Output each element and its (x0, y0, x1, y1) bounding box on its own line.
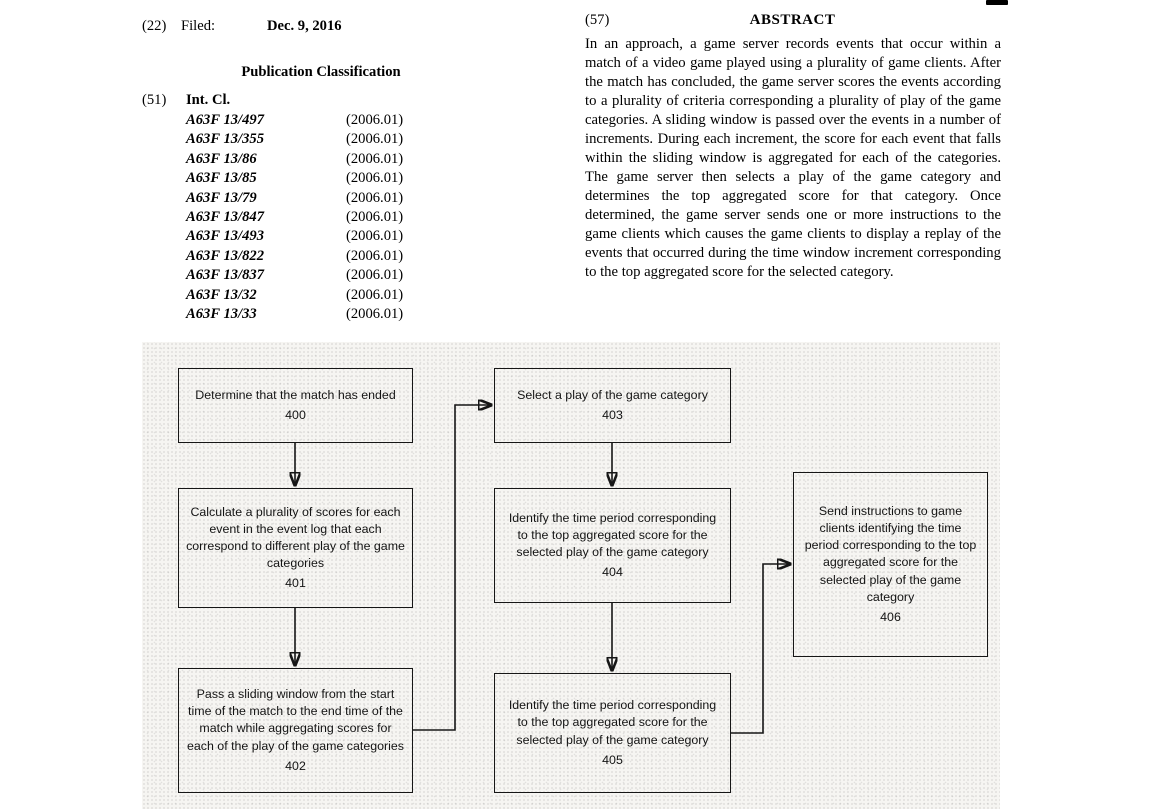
flowchart-box-label: Pass a sliding window from the start time of the match to the end time of the match while aggregating scores for each of the play of the game categories (187, 687, 404, 753)
flowchart-box-label: Determine that the match has ended (195, 387, 396, 402)
flowchart-box-400 (178, 368, 413, 443)
intcl-table (186, 111, 436, 324)
intcl-code: A63F 13/822 (186, 247, 264, 264)
intcl-version: (2006.01) (346, 305, 404, 322)
abstract-text: In an approach, a game server records events that occur within a match of a video game played using a plurality of game clients. After the match has concluded, the game server scores the events according to a plurality of criteria corresponding a plurality of play of the game categories. A sliding window is passed over the events in a number of increments. During each increment, the score for each event that falls within the sliding window is aggregated for each of the categories. The game server then selects a play of the game category and determines the top aggregated score for that category. Once determined, the game server sends one or more instructions to the game clients which causes the game clients to display a replay of the events that occurred during the time window increment corresponding to the top aggregated score for the selected category. (585, 36, 1001, 280)
intcl-entry (186, 130, 436, 149)
flowchart-box-label: Send instructions to game clients identifying the time period corresponding to the top aggregated score for the selected play of the game category (804, 504, 977, 604)
flowchart-box-ref: 402 (285, 758, 306, 773)
intcl-code: A63F 13/79 (186, 189, 257, 206)
filed-field-number: (22) (142, 18, 167, 34)
flowchart-box-ref: 401 (285, 576, 306, 591)
flowchart-box-402 (178, 668, 413, 793)
flowchart-box-label: Identify the time period corresponding to the top aggregated score for the selected play of the game category (508, 510, 717, 559)
filed-field-value: Dec. 9, 2016 (267, 18, 342, 34)
intcl-code: A63F 13/86 (186, 150, 257, 167)
intcl-entry (186, 169, 436, 188)
flowchart-box-403 (494, 368, 731, 443)
intcl-version: (2006.01) (346, 267, 404, 284)
flowchart-figure (142, 342, 1000, 809)
intcl-version: (2006.01) (346, 247, 404, 264)
intcl-entry (186, 305, 436, 324)
flowchart-box-401 (178, 488, 413, 608)
intcl-code: A63F 13/33 (186, 305, 257, 322)
flowchart-box-406 (793, 472, 988, 657)
page-edge-artifact (986, 0, 1008, 5)
flowchart-box-label: Identify the time period corresponding to the top aggregated score for the selected play of the game category (508, 698, 717, 747)
intcl-version: (2006.01) (346, 112, 404, 128)
abstract-title: ABSTRACT (749, 12, 836, 28)
intcl-version: (2006.01) (346, 228, 404, 245)
intcl-entry (186, 189, 436, 208)
intcl-code: A63F 13/493 (186, 228, 264, 245)
intcl-version: (2006.01) (346, 131, 404, 148)
intcl-code: A63F 13/497 (186, 112, 264, 128)
arrow-405-to-406 (731, 564, 790, 733)
intcl-entry (186, 286, 436, 305)
intcl-entry (186, 150, 436, 169)
flowchart-box-ref: 400 (285, 408, 306, 422)
flowchart-box-ref: 405 (602, 752, 623, 767)
intcl-field-label: Int. Cl. (186, 92, 231, 108)
flowchart-box-label: Select a play of the game category (517, 387, 708, 402)
intcl-entry (186, 111, 436, 130)
intcl-version: (2006.01) (346, 150, 404, 167)
intcl-entry (186, 208, 436, 227)
intcl-code: A63F 13/847 (186, 208, 264, 225)
abstract-field-number: (57) (585, 12, 610, 28)
intcl-code: A63F 13/85 (186, 170, 257, 187)
intcl-code: A63F 13/32 (186, 286, 257, 303)
arrow-402-to-403 (413, 405, 491, 730)
flowchart-box-405 (494, 673, 731, 793)
flowchart-box-ref: 403 (602, 408, 623, 422)
intcl-version: (2006.01) (346, 189, 404, 206)
filed-field-label: Filed: (181, 18, 216, 34)
flowchart-box-label: Calculate a plurality of scores for each event in the event log that each correspond to different play of the game categories (186, 504, 405, 571)
intcl-version: (2006.01) (346, 208, 404, 225)
intcl-entry (186, 266, 436, 285)
publication-classification-title: Publication Classification (241, 64, 401, 80)
intcl-field-number: (51) (142, 92, 167, 108)
flowchart-box-ref: 404 (602, 565, 623, 580)
intcl-code: A63F 13/355 (186, 131, 264, 148)
intcl-entry (186, 227, 436, 246)
intcl-code: A63F 13/837 (186, 267, 264, 284)
intcl-version: (2006.01) (346, 286, 404, 303)
intcl-version: (2006.01) (346, 170, 404, 187)
flowchart-box-404 (494, 488, 731, 603)
flowchart-box-ref: 406 (880, 609, 901, 624)
intcl-entry (186, 247, 436, 266)
